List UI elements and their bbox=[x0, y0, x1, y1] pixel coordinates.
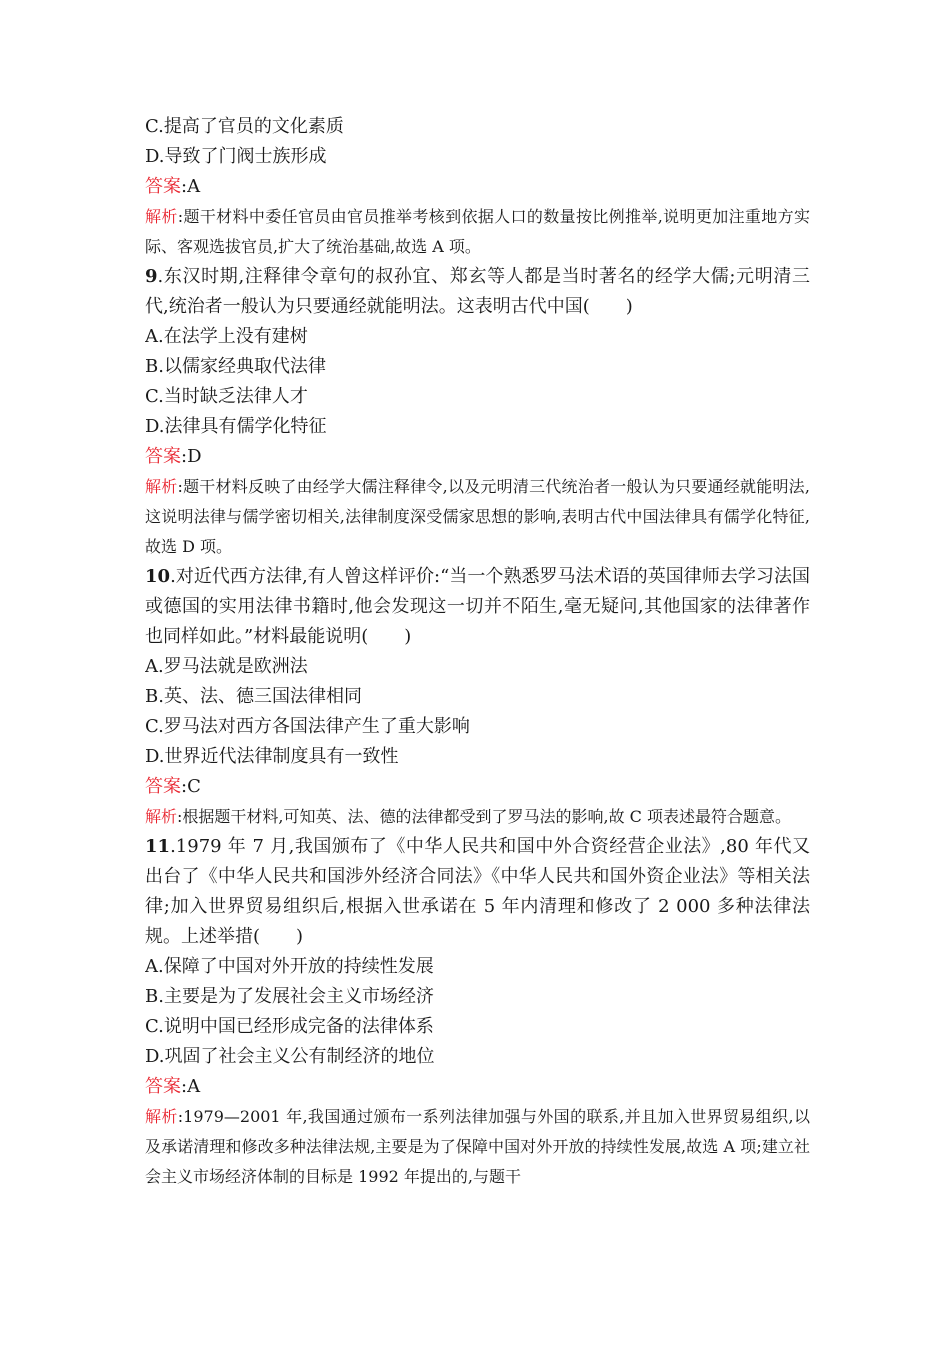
q8-option-c: C.提高了官员的文化素质 bbox=[145, 116, 344, 137]
q11-answer bbox=[145, 1072, 810, 1102]
answer-value: :D bbox=[181, 446, 202, 467]
question-number: 9 bbox=[145, 266, 158, 287]
q11-option-a: A.保障了中国对外开放的持续性发展 bbox=[145, 956, 434, 977]
answer-value: :A bbox=[181, 176, 201, 197]
q9-option-c: C.当时缺乏法律人才 bbox=[145, 386, 308, 407]
explanation-text: :根据题干材料,可知英、法、德的法律都受到了罗马法的影响,故 C 项表述最符合题意。 bbox=[177, 807, 791, 826]
explanation-label: 解析 bbox=[145, 1107, 178, 1126]
explanation-label: 解析 bbox=[145, 477, 178, 496]
explanation-text: :题干材料反映了由经学大儒注释律令,以及元明清三代统治者一般认为只要通经就能明法,这说明法律与儒学密切相关,法律制度深受儒家思想的影响,表明古代中国法律具有儒学化特征,故选 D 项。 bbox=[145, 477, 810, 556]
q9-explanation bbox=[145, 472, 810, 562]
q10-explanation bbox=[145, 802, 810, 832]
q9-stem bbox=[145, 262, 810, 322]
q10-option-c: C.罗马法对西方各国法律产生了重大影响 bbox=[145, 716, 470, 737]
q9-answer bbox=[145, 442, 810, 472]
q8-explanation bbox=[145, 202, 810, 262]
q10-option-d: D.世界近代法律制度具有一致性 bbox=[145, 746, 399, 767]
answer-label: 答案 bbox=[145, 1076, 181, 1097]
q8-answer bbox=[145, 172, 810, 202]
answer-label: 答案 bbox=[145, 176, 181, 197]
answer-value: :A bbox=[181, 1076, 201, 1097]
question-text: .东汉时期,注释律令章句的叔孙宜、郑玄等人都是当时著名的经学大儒;元明清三代,统治者一般认为只要通经就能明法。这表明古代中国( ) bbox=[145, 266, 810, 317]
explanation-text: :1979—2001 年,我国通过颁布一系列法律加强与外国的联系,并且加入世界贸易组织,以及承诺清理和修改多种法律法规,主要是为了保障中国对外开放的持续性发展,故选 A 项;建立社会主义市场经济体制的目标是 1992 年提出的,与题干 bbox=[145, 1107, 810, 1186]
q10-stem bbox=[145, 562, 810, 652]
q9-option-a: A.在法学上没有建树 bbox=[145, 326, 308, 347]
q11-option-d: D.巩固了社会主义公有制经济的地位 bbox=[145, 1046, 435, 1067]
answer-label: 答案 bbox=[145, 776, 181, 797]
explanation-text: :题干材料中委任官员由官员推举考核到依据人口的数量按比例推举,说明更加注重地方实际、客观选拔官员,扩大了统治基础,故选 A 项。 bbox=[145, 207, 810, 256]
answer-label: 答案 bbox=[145, 446, 181, 467]
q9-option-b: B.以儒家经典取代法律 bbox=[145, 356, 326, 377]
q10-option-a: A.罗马法就是欧洲法 bbox=[145, 656, 308, 677]
q11-explanation bbox=[145, 1102, 810, 1192]
answer-value: :C bbox=[181, 776, 201, 797]
question-number: 10 bbox=[145, 566, 171, 587]
q8-option-d: D.导致了门阀士族形成 bbox=[145, 146, 327, 167]
q11-option-c: C.说明中国已经形成完备的法律体系 bbox=[145, 1016, 434, 1037]
question-text: .1979 年 7 月,我国颁布了《中华人民共和国中外合资经营企业法》,80 年代又出台了《中华人民共和国涉外经济合同法》《中华人民共和国外资企业法》等相关法律;加入世界贸易组织后,根据入世承诺在 5 年内清理和修改了 2 000 多种法律法规。上述举措( ) bbox=[145, 836, 810, 947]
question-text: .对近代西方法律,有人曾这样评价:“当一个熟悉罗马法术语的英国律师去学习法国或德国的实用法律书籍时,他会发现这一切并不陌生,毫无疑问,其他国家的法律著作也同样如此。”材料最能说明( ) bbox=[145, 566, 810, 647]
q11-option-b: B.主要是为了发展社会主义市场经济 bbox=[145, 986, 434, 1007]
q11-stem bbox=[145, 832, 810, 952]
explanation-label: 解析 bbox=[145, 807, 178, 826]
question-number: 11 bbox=[145, 836, 171, 857]
document-page bbox=[145, 112, 810, 1192]
q10-option-b: B.英、法、德三国法律相同 bbox=[145, 686, 362, 707]
q9-option-d: D.法律具有儒学化特征 bbox=[145, 416, 327, 437]
explanation-label: 解析 bbox=[145, 207, 178, 226]
q10-answer bbox=[145, 772, 810, 802]
